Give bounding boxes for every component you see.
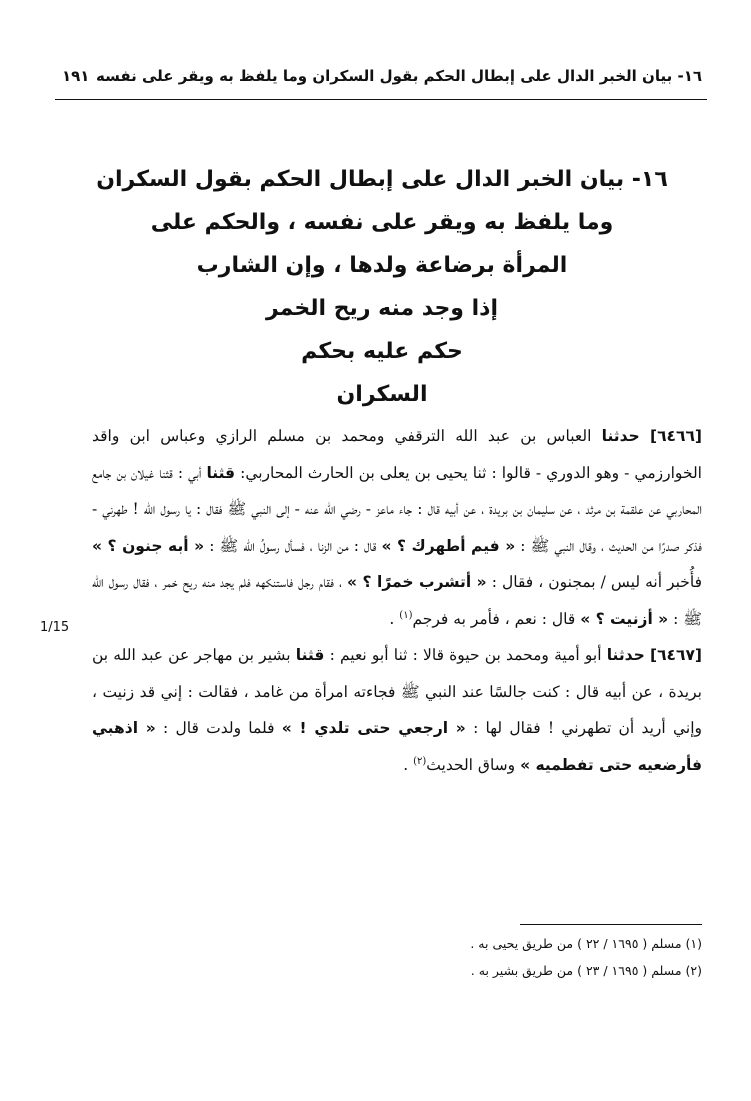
- hadith-number: [٦٤٦٦]: [649, 427, 703, 445]
- footnotes: [300, 930, 702, 984]
- manuscript-folio-note: 1/15: [40, 620, 70, 635]
- header-divider: [55, 99, 707, 100]
- chapter-title-line: وما يلفظ به ويقر على نفسه ، والحكم على: [150, 210, 614, 235]
- hadith-text: فلما ولدت قال :: [163, 719, 275, 737]
- footnote-marker: (٢): [413, 755, 427, 767]
- footnote: (١) مسلم ( ١٦٩٥ / ٢٢ ) من طريق يحيى به .: [470, 936, 702, 951]
- hadith-text: وساق الحديث: [426, 755, 516, 774]
- chapter-title-line: المرأة برضاعة ولدها ، وإن الشارب: [196, 253, 568, 278]
- footnote: (٢) مسلم ( ١٦٩٥ / ٢٣ ) من طريق بشير به .: [470, 963, 702, 978]
- main-text: [92, 418, 702, 783]
- chapter-title-line: السكران: [336, 382, 428, 407]
- prophetic-quote: « ارجعي حتى تلدي ! »: [281, 719, 466, 737]
- chapter-title: [62, 158, 702, 416]
- prophetic-quote: « فيم أطهرك ؟ »: [381, 536, 516, 555]
- hadith-text: أبي : قثنا غيلان بن جامع المحاربي عن علقمة بن مرثد ، عن سليمان بن بريدة ، عن أبيه قال : جاء ماعز - رضي الله عنه - إلى النبي ﷺ فقال : يا رسول الله ! طهرني - فذكر صدرًا من الحديث ، وقال النبي ﷺ :: [92, 463, 702, 555]
- hadith-text: قال : من الزنا ، فسأل رسولُ الله ﷺ :: [209, 536, 377, 555]
- hadith-opening: حدثنا: [606, 646, 645, 664]
- chapter-title-line: ١٦- بيان الخبر الدال على إبطال الحكم بقول السكران: [96, 167, 668, 192]
- hadith-text: العباس بن عبد الله الترقفي ومحمد بن مسلم الرازي وعباس ابن واقد الخوارزمي - وهو الدوري - قالوا : ثنا يحيى بن يعلى بن الحارث المحاربي:: [92, 427, 702, 482]
- running-header-title: ١٦- بيان الخبر الدال على إبطال الحكم بقول السكران وما يلفظ به ويقر على نفسه: [95, 67, 702, 85]
- page-number: ١٩١: [62, 67, 90, 85]
- hadith-qala: قثنا: [295, 646, 325, 664]
- footnote-marker: (١): [399, 609, 413, 621]
- hadith-text: قال : نعم ، فأمر به فرجم: [412, 609, 576, 628]
- hadith-number: [٦٤٦٧]: [649, 646, 702, 664]
- hadith-end: .: [403, 755, 409, 774]
- hadith-opening: حدثنا: [601, 427, 640, 445]
- hadith-text: ، فقام رجل فاستنكهه فلم يجد منه ريح خمر ، فقال رسول الله ﷺ :: [92, 573, 702, 628]
- hadith-text: بشير بن مهاجر عن عبد الله بن بريدة ، عن أبيه قال : كنت جالسًا عند النبي ﷺ فجاءته امرأة من غامد ، فقالت : إني قد زنيت ، وإني أريد أن تطهرني ! فقال لها :: [92, 646, 702, 737]
- prophetic-quote: « اذهبي فأرضعيه حتى تفطميه »: [92, 719, 702, 774]
- hadith-end: .: [389, 609, 395, 628]
- hadith-paragraph: [92, 418, 702, 637]
- chapter-title-line: حكم عليه بحكم: [301, 339, 463, 364]
- prophetic-quote: « أبه جنون ؟ »: [92, 536, 205, 555]
- hadith-text: فأُخبر أنه ليس / بمجنون ، فقال :: [491, 573, 703, 591]
- prophetic-quote: « أتشرب خمرًا ؟ »: [347, 573, 487, 591]
- running-header: [62, 60, 702, 92]
- footnote-divider: [520, 924, 702, 925]
- hadith-paragraph: [92, 637, 702, 783]
- hadith-text: أبو أمية ومحمد بن حيوة قالا : ثنا أبو نعيم :: [329, 646, 602, 664]
- prophetic-quote: « أزنيت ؟ »: [580, 609, 669, 628]
- hadith-qala: قثنا: [206, 463, 236, 482]
- chapter-title-line: إذا وجد منه ريح الخمر: [265, 296, 499, 321]
